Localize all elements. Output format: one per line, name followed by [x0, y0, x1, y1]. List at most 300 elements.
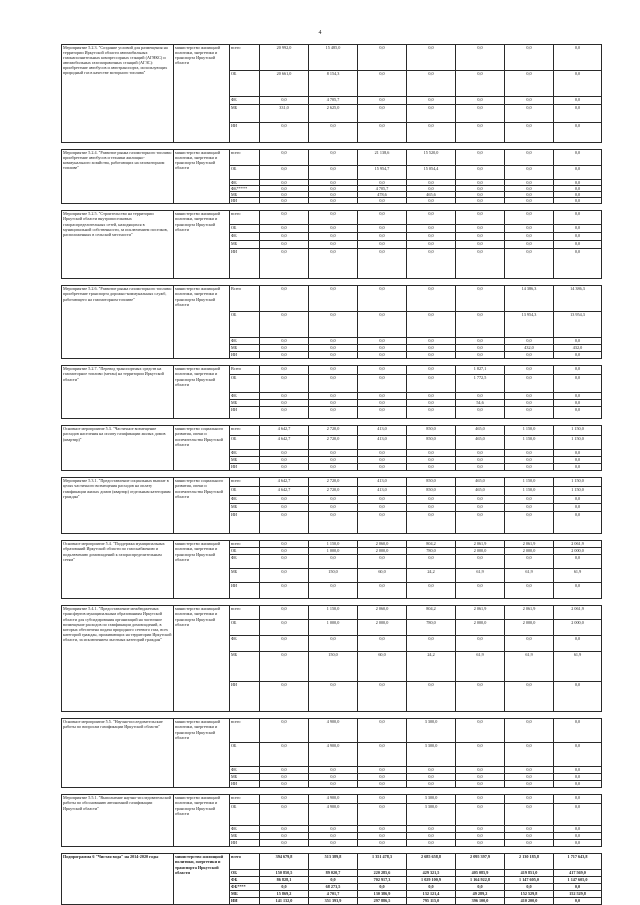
amount-cell: 2 061,9 [456, 606, 505, 620]
amount-cell: 0,0 [505, 366, 554, 375]
amount-cell: 0,0 [309, 504, 358, 512]
amount-cell: 0,0 [260, 450, 309, 457]
funding-source-cell: ОБ [230, 548, 260, 555]
table-row [62, 719, 602, 743]
amount-cell: 0,0 [260, 512, 309, 534]
amount-cell: 850,0 [407, 478, 456, 487]
amount-cell: 0,0 [260, 393, 309, 400]
amount-cell: 0,0 [554, 338, 602, 345]
amount-cell: 0,0 [358, 504, 407, 512]
funding-source-cell: ИИ [230, 464, 260, 471]
amount-cell: 0,0 [505, 767, 554, 774]
funding-source-cell: ИИ [230, 249, 260, 279]
amount-cell: 0,0 [407, 840, 456, 847]
amount-cell: 0,0 [309, 826, 358, 833]
funding-source-cell: ФБ [230, 180, 260, 186]
amount-cell: 0,0 [407, 186, 456, 192]
amount-cell: 2 720,0 [309, 426, 358, 436]
amount-cell: 0,0 [309, 345, 358, 352]
amount-cell: 0,0 [456, 241, 505, 249]
amount-cell: 0,0 [260, 795, 309, 804]
amount-cell: 0,0 [358, 105, 407, 123]
amount-cell: 0,0 [260, 286, 309, 312]
table-row [62, 795, 602, 804]
section-spacer [62, 847, 602, 854]
amount-cell: 0,0 [456, 71, 505, 97]
amount-cell: 0,0 [407, 352, 456, 359]
section-spacer [62, 419, 602, 426]
amount-cell: 141 132,0 [260, 898, 309, 905]
amount-cell: 0,0 [260, 682, 309, 712]
amount-cell: 0,0 [260, 636, 309, 652]
amount-cell: 2 720,0 [309, 487, 358, 496]
activity-name-cell: Основное мероприятие 5.4. "Поддержка муниципальных образований Иркутской области по газоснабжению и подключению домовладений к газораспределительным сетям" [62, 541, 174, 599]
amount-cell: 1 000,0 [309, 620, 358, 636]
amount-cell: 2 000,0 [358, 620, 407, 636]
amount-cell: 21 138,6 [358, 150, 407, 166]
funding-source-cell: ОБ [230, 620, 260, 636]
funding-source-cell: ОБ [230, 436, 260, 450]
amount-cell: 2 095 397,9 [456, 854, 505, 870]
responsible-cell: министерство жилищной политики, энергетики и транспорта Иркутской области [174, 45, 230, 143]
funding-source-cell: всего [230, 541, 260, 548]
amount-cell: 0,0 [407, 512, 456, 534]
amount-cell: 1 000,0 [309, 548, 358, 555]
amount-cell: 0,0 [456, 884, 505, 891]
amount-cell: 0,0 [260, 166, 309, 180]
amount-cell: 0,0 [456, 774, 505, 781]
amount-cell: 0,0 [358, 123, 407, 143]
amount-cell: 429 321,5 [407, 870, 456, 877]
amount-cell: 0,0 [260, 211, 309, 225]
amount-cell: 0,0 [358, 774, 407, 781]
amount-cell: 0,0 [505, 884, 554, 891]
amount-cell: 0,0 [456, 840, 505, 847]
amount-cell: 0,0 [358, 826, 407, 833]
responsible-cell: министерство жилищной политики, энергетики и транспорта Иркутской области [174, 150, 230, 204]
amount-cell: 24,2 [407, 652, 456, 682]
activity-name-cell: Мероприятие 5.2.5. "Строительство на территории Иркутской области внутрипоселковых газораспределительных сетей, находящихся в муниципальной собственности, за исключением поселков, расположенных в сельской местности" [62, 211, 174, 279]
table-row [62, 426, 602, 436]
activity-name-cell: Мероприятие 5.4.1. "Предоставление межбюджетных трансфертов муниципальным образованиям Иркутской области для субсидирования организаций на частичное возмещение расходов по газификации домовладений, в которых обеспечена подача природного сетевого газа, всех категорий граждан, проживающих на территории Иркутской области, за исключением льготных категорий граждан" [62, 606, 174, 712]
amount-cell: 0,0 [358, 636, 407, 652]
amount-cell: 0,0 [505, 123, 554, 143]
funding-source-cell: МБ [230, 833, 260, 840]
amount-cell: 1 150,0 [505, 436, 554, 450]
amount-cell: 1 147 605,0 [505, 877, 554, 884]
amount-cell: 4 900,0 [309, 795, 358, 804]
amount-cell: 0,0 [309, 241, 358, 249]
amount-cell: 405 085,9 [456, 870, 505, 877]
amount-cell: 24,2 [407, 569, 456, 583]
amount-cell: 2 061,9 [554, 541, 602, 548]
amount-cell: 0,0 [260, 826, 309, 833]
section-spacer [62, 788, 602, 795]
funding-source-cell: ОБ [230, 166, 260, 180]
amount-cell: 0,0 [309, 555, 358, 569]
amount-cell: 86 828,1 [260, 877, 309, 884]
amount-cell: 0,0 [407, 105, 456, 123]
amount-cell: 0,0 [554, 366, 602, 375]
funding-source-cell: всего [230, 719, 260, 743]
amount-cell: 4 900,0 [309, 804, 358, 826]
amount-cell: 0,0 [358, 312, 407, 338]
amount-cell: 152 529,8 [554, 891, 602, 898]
section-spacer [62, 599, 602, 606]
amount-cell: 0,0 [309, 123, 358, 143]
amount-cell: 0,0 [260, 774, 309, 781]
amount-cell: 0,0 [456, 512, 505, 534]
funding-source-cell: ФБ [230, 767, 260, 774]
amount-cell: 60,0 [358, 652, 407, 682]
amount-cell: 0,0 [456, 192, 505, 198]
amount-cell: 0,0 [554, 457, 602, 464]
amount-cell: 0,0 [456, 767, 505, 774]
spacer-cell [62, 788, 602, 795]
section-spacer [62, 279, 602, 286]
amount-cell: 0,0 [505, 192, 554, 198]
amount-cell: 0,0 [505, 795, 554, 804]
amount-cell: 0,0 [309, 464, 358, 471]
amount-cell: 0,0 [358, 464, 407, 471]
section-spacer [62, 143, 602, 150]
spacer-cell [62, 599, 602, 606]
amount-cell: 0,0 [309, 338, 358, 345]
amount-cell: 0,0 [456, 198, 505, 204]
amount-cell: 0,0 [260, 198, 309, 204]
amount-cell: 0,0 [309, 366, 358, 375]
amount-cell: 0,0 [554, 826, 602, 833]
section-spacer [62, 712, 602, 719]
funding-source-cell: ИИ [230, 123, 260, 143]
amount-cell: 0,0 [358, 71, 407, 97]
amount-cell: 15 869,2 [260, 891, 309, 898]
amount-cell: 0,0 [309, 512, 358, 534]
amount-cell: 0,0 [260, 123, 309, 143]
funding-source-cell: ФБ [230, 877, 260, 884]
amount-cell: 2 130 185,8 [505, 854, 554, 870]
amount-cell: 61,9 [456, 569, 505, 583]
funding-source-cell: ФБ***** [230, 186, 260, 192]
amount-cell: 0,0 [505, 249, 554, 279]
amount-cell: 0,0 [456, 166, 505, 180]
amount-cell: 0,0 [309, 400, 358, 407]
spacer-cell [62, 419, 602, 426]
amount-cell: 0,0 [505, 840, 554, 847]
funding-source-cell: ОБ [230, 743, 260, 767]
amount-cell: 0,0 [407, 312, 456, 338]
amount-cell: 0,0 [505, 105, 554, 123]
amount-cell: 0,0 [505, 198, 554, 204]
amount-cell: 0,0 [554, 166, 602, 180]
amount-cell: 396 100,0 [456, 898, 505, 905]
funding-source-cell: ОБ [230, 225, 260, 233]
amount-cell: 0,0 [260, 464, 309, 471]
amount-cell: 0,0 [554, 774, 602, 781]
amount-cell: 2 000,0 [505, 620, 554, 636]
amount-cell: 0,0 [407, 345, 456, 352]
amount-cell: 0,0 [505, 781, 554, 788]
amount-cell: 0,0 [358, 407, 407, 419]
amount-cell: 0,0 [554, 407, 602, 419]
amount-cell: 0,0 [554, 241, 602, 249]
amount-cell: 1 150,0 [505, 478, 554, 487]
amount-cell: 0,0 [554, 884, 602, 891]
funding-source-cell: ФБ [230, 496, 260, 504]
amount-cell: 1 164 922,8 [456, 877, 505, 884]
funding-source-cell: МБ [230, 345, 260, 352]
amount-cell: 702 917,3 [358, 877, 407, 884]
amount-cell: 3 300,0 [407, 719, 456, 743]
amount-cell: 0,0 [309, 833, 358, 840]
amount-cell: 0,0 [260, 225, 309, 233]
amount-cell: 2 000,0 [358, 548, 407, 555]
amount-cell: 15 054,4 [407, 166, 456, 180]
responsible-cell: министерство жилищной политики, энергетики и транспорта Иркутской области [174, 541, 230, 599]
amount-cell: 1 029 100,9 [407, 877, 456, 884]
amount-cell: 61,9 [505, 652, 554, 682]
amount-cell: 0,0 [554, 781, 602, 788]
amount-cell: 0,0 [260, 620, 309, 636]
amount-cell: 0,0 [309, 682, 358, 712]
amount-cell: 0,0 [407, 338, 456, 345]
amount-cell: 0,0 [505, 211, 554, 225]
amount-cell: 0,0 [407, 774, 456, 781]
amount-cell: 394 679,8 [260, 854, 309, 870]
amount-cell: 0,0 [407, 366, 456, 375]
amount-cell: 0,0 [358, 555, 407, 569]
amount-cell: 0,0 [554, 123, 602, 143]
amount-cell: 0,0 [554, 71, 602, 97]
amount-cell: 0,0 [358, 767, 407, 774]
amount-cell: 54,6 [456, 400, 505, 407]
amount-cell: 0,0 [260, 504, 309, 512]
amount-cell: 1 150,0 [309, 541, 358, 548]
amount-cell: 0,0 [456, 338, 505, 345]
amount-cell: 0,0 [456, 211, 505, 225]
amount-cell: 4 705,7 [309, 97, 358, 105]
amount-cell: 0,0 [260, 719, 309, 743]
amount-cell: 0,0 [456, 682, 505, 712]
amount-cell: 4 642,7 [260, 478, 309, 487]
responsible-cell: министерство жилищной политики, энергетики и транспорта Иркутской области [174, 606, 230, 712]
amount-cell: 0,0 [358, 233, 407, 241]
amount-cell: 465,6 [407, 192, 456, 198]
amount-cell: 1 150,0 [309, 606, 358, 620]
amount-cell: 0,0 [505, 496, 554, 504]
amount-cell: 2 000,0 [554, 548, 602, 555]
amount-cell: 89 020,7 [309, 870, 358, 877]
funding-source-cell: всего [230, 606, 260, 620]
amount-cell: 0,0 [358, 375, 407, 393]
amount-cell: 4 705,7 [358, 186, 407, 192]
responsible-cell: министерство жилищной политики, энергетики и транспорта Иркутской области [174, 286, 230, 359]
amount-cell: 0,0 [260, 366, 309, 375]
amount-cell: 0,0 [505, 407, 554, 419]
amount-cell: 795 115,0 [407, 898, 456, 905]
amount-cell: 0,0 [456, 833, 505, 840]
amount-cell: 1 150,0 [505, 487, 554, 496]
amount-cell: 0,0 [554, 352, 602, 359]
amount-cell: 0,0 [456, 352, 505, 359]
amount-cell: 0,0 [309, 166, 358, 180]
amount-cell: 1 150,0 [554, 426, 602, 436]
funding-source-cell: МБ [230, 569, 260, 583]
funding-source-cell: всего [230, 795, 260, 804]
amount-cell: 465,0 [456, 426, 505, 436]
responsible-cell: министерство жилищной политики, энергетики и транспорта Иркутской области [174, 854, 230, 905]
amount-cell: 0,0 [554, 192, 602, 198]
amount-cell: 0,0 [505, 97, 554, 105]
amount-cell: 0,0 [407, 198, 456, 204]
amount-cell: 0,0 [554, 198, 602, 204]
activity-name-cell: Мероприятие 5.5.1. "Выполнение научно-исследовательской работы по обоснованию автономной газификации Иркутской области" [62, 795, 174, 847]
amount-cell: 15 485,0 [309, 45, 358, 71]
spacer-cell [62, 143, 602, 150]
amount-cell: 4 900,0 [309, 719, 358, 743]
table-row [62, 606, 602, 620]
amount-cell: 0,0 [407, 45, 456, 71]
amount-cell: 3 300,0 [407, 795, 456, 804]
amount-cell: 0,0 [554, 233, 602, 241]
amount-cell: 0,0 [309, 636, 358, 652]
amount-cell: 0,0 [456, 45, 505, 71]
amount-cell: 0,0 [554, 682, 602, 712]
amount-cell: 804,2 [407, 606, 456, 620]
funding-source-cell: всего [230, 211, 260, 225]
amount-cell: 0,0 [260, 833, 309, 840]
amount-cell: 0,0 [358, 249, 407, 279]
amount-cell: 0,0 [505, 555, 554, 569]
amount-cell: 0,0 [505, 45, 554, 71]
amount-cell: 0,0 [407, 180, 456, 186]
amount-cell: 0,0 [407, 826, 456, 833]
amount-cell: 2 000,0 [554, 620, 602, 636]
amount-cell: 0,0 [505, 719, 554, 743]
funding-source-cell: ИИ [230, 407, 260, 419]
amount-cell: 0,0 [358, 719, 407, 743]
funding-source-cell: ФБ [230, 233, 260, 241]
amount-cell: 4 701,7 [309, 891, 358, 898]
amount-cell: 0,0 [554, 211, 602, 225]
amount-cell: 0,0 [505, 241, 554, 249]
amount-cell: 0,0 [456, 457, 505, 464]
amount-cell: 0,0 [505, 450, 554, 457]
amount-cell: 513 389,8 [309, 854, 358, 870]
amount-cell: 0,0 [309, 583, 358, 599]
amount-cell: 0,0 [505, 743, 554, 767]
amount-cell: 0,0 [554, 97, 602, 105]
table-row [62, 854, 602, 870]
section-spacer [62, 534, 602, 541]
amount-cell: 0,0 [505, 166, 554, 180]
amount-cell: 0,0 [309, 877, 358, 884]
amount-cell: 0,0 [407, 833, 456, 840]
amount-cell: 1 150,0 [554, 478, 602, 487]
amount-cell: 0,0 [554, 898, 602, 905]
amount-cell: 0,0 [407, 249, 456, 279]
responsible-cell: министерство социального развития, опеки и попечительства Иркутской области [174, 478, 230, 534]
funding-source-cell: ОБ [230, 870, 260, 877]
amount-cell: 0,0 [456, 464, 505, 471]
amount-cell: 0,0 [456, 150, 505, 166]
funding-source-cell: ФБ [230, 826, 260, 833]
spacer-cell [62, 204, 602, 211]
amount-cell: 0,0 [505, 375, 554, 393]
amount-cell: 0,0 [505, 826, 554, 833]
amount-cell: 0,0 [260, 249, 309, 279]
funding-source-cell: МБ [230, 891, 260, 898]
amount-cell: 0,0 [407, 71, 456, 97]
amount-cell: 0,0 [309, 496, 358, 504]
section-spacer [62, 204, 602, 211]
amount-cell: 0,0 [456, 555, 505, 569]
amount-cell: 60,0 [358, 569, 407, 583]
spacer-cell [62, 847, 602, 854]
amount-cell: 0,0 [554, 583, 602, 599]
amount-cell: 0,0 [260, 804, 309, 826]
amount-cell: 0,0 [358, 884, 407, 891]
amount-cell: 478,6 [358, 192, 407, 198]
funding-source-cell: Всего [230, 286, 260, 312]
amount-cell: 0,0 [554, 186, 602, 192]
amount-cell: 14 386,3 [554, 286, 602, 312]
responsible-cell: министерство жилищной политики, энергетики и транспорта Иркутской области [174, 795, 230, 847]
amount-cell: 0,0 [554, 743, 602, 767]
amount-cell: 0,0 [554, 496, 602, 504]
amount-cell: 1 147 605,0 [554, 877, 602, 884]
amount-cell: 0,0 [260, 233, 309, 241]
amount-cell: 0,0 [456, 312, 505, 338]
amount-cell: 4 642,7 [260, 426, 309, 436]
amount-cell: 0,0 [456, 407, 505, 419]
amount-cell: 465,0 [456, 478, 505, 487]
amount-cell: 0,0 [260, 884, 309, 891]
activity-name-cell: Подпрограмма 6 "Чистая вода" на 2014-2020 годы [62, 854, 174, 905]
amount-cell: 0,0 [309, 352, 358, 359]
amount-cell: 0,0 [407, 211, 456, 225]
amount-cell: 0,0 [260, 375, 309, 393]
amount-cell: 0,0 [309, 457, 358, 464]
responsible-cell: министерство социального развития, опеки и попечительства Иркутской области [174, 426, 230, 471]
amount-cell: 0,0 [554, 840, 602, 847]
amount-cell: 2 060,0 [358, 541, 407, 548]
activity-name-cell: Мероприятие 5.2.6. "Развитие рынка газомоторного топлива: приобретение транспорта дорожно-коммунальных служб, работающего на газомоторном топливе" [62, 286, 174, 359]
amount-cell: 0,0 [358, 840, 407, 847]
amount-cell: 0,0 [407, 555, 456, 569]
amount-cell: 0,0 [407, 233, 456, 241]
amount-cell: 0,0 [456, 123, 505, 143]
amount-cell: 0,0 [554, 512, 602, 534]
table-row [62, 478, 602, 487]
amount-cell: 150,0 [309, 569, 358, 583]
amount-cell: 0,0 [407, 884, 456, 891]
amount-cell: 0,0 [456, 286, 505, 312]
amount-cell: 0,0 [260, 767, 309, 774]
amount-cell: 2 060,0 [358, 606, 407, 620]
amount-cell: 0,0 [309, 286, 358, 312]
amount-cell: 0,0 [358, 97, 407, 105]
table-row [62, 541, 602, 548]
funding-source-cell: ИИ [230, 512, 260, 534]
amount-cell: 0,0 [456, 225, 505, 233]
amount-cell: 61,9 [554, 569, 602, 583]
section-spacer [62, 471, 602, 478]
amount-cell: 413,0 [358, 436, 407, 450]
amount-cell: 0,0 [505, 774, 554, 781]
funding-source-cell: всего [230, 150, 260, 166]
activity-name-cell: Мероприятие 5.2.7. "Перевод транспортных средств на газомоторное топливо (метан) на территории Иркутской области" [62, 366, 174, 419]
